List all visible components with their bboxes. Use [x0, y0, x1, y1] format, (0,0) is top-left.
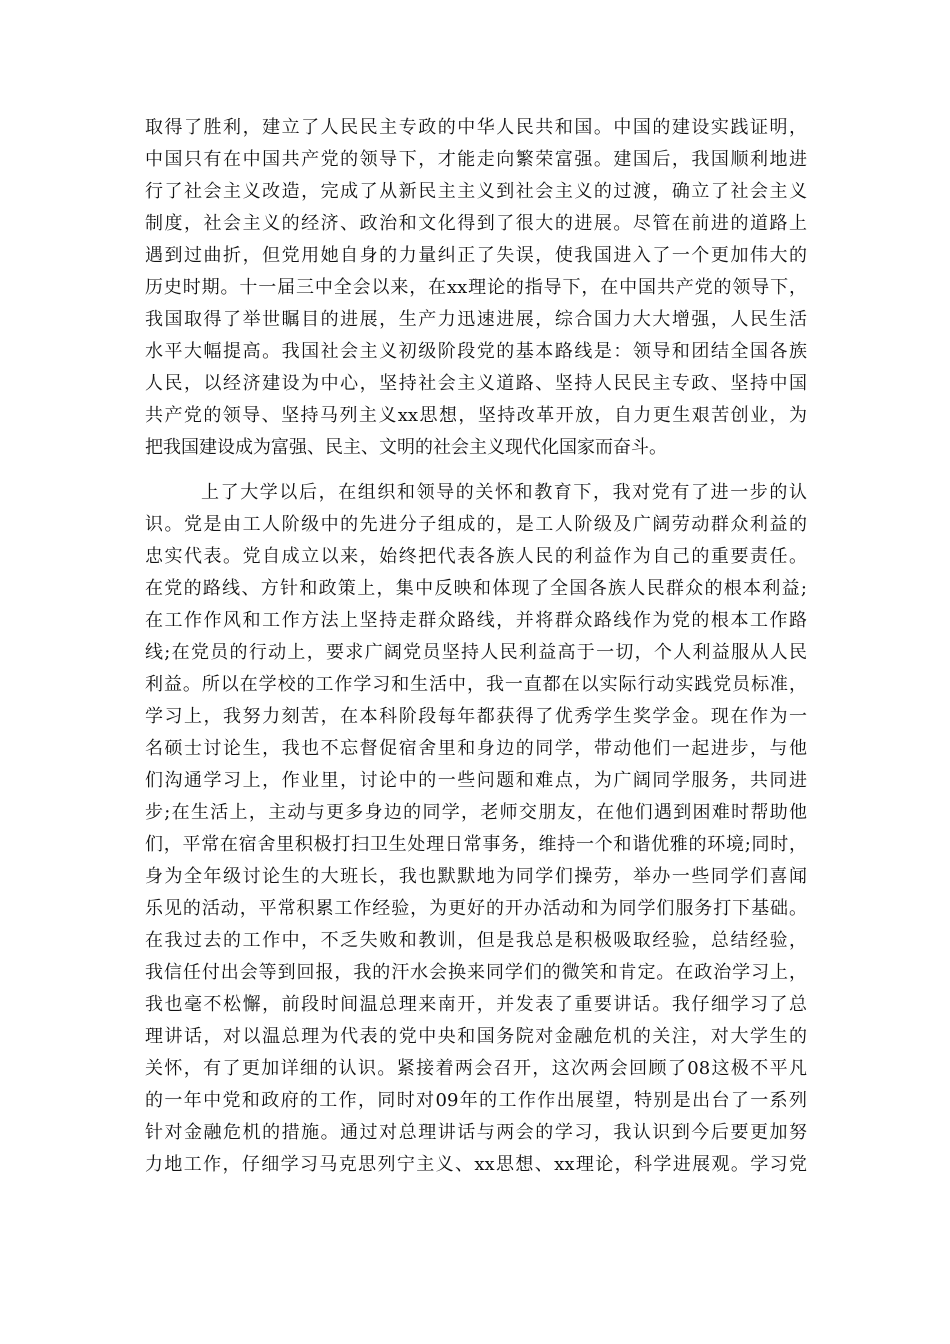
text-line: 身为全年级讨论生的大班长，我也默默地为同学们操劳，举办一些同学们喜闻 [145, 866, 807, 887]
text-line: 识。党是由工人阶级中的先进分子组成的，是工人阶级及广阔劳动群众利益的 [145, 514, 807, 535]
paragraph-2 [145, 477, 807, 1181]
text-line: 制度，社会主义的经济、政治和文化得到了很大的进展。尽管在前进的道路上 [145, 213, 807, 234]
text-line: 我国取得了举世瞩目的进展，生产力迅速进展，综合国力大大增强，人民生活 [145, 309, 807, 330]
text-line: 在我过去的工作中，不乏失败和教训，但是我总是积极吸取经验，总结经验， [145, 930, 807, 951]
text-line: 共产党的领导、坚持马列主义xx思想，坚持改革开放，自力更生艰苦创业，为 [145, 405, 807, 426]
text-line: 在党的路线、方针和政策上，集中反映和体现了全国各族人民群众的根本利益; [145, 578, 807, 599]
document-page [145, 112, 807, 1181]
text-line: 乐见的活动，平常积累工作经验，为更好的开办活动和为同学们服务打下基础。 [145, 898, 807, 919]
text-line: 在工作作风和工作方法上坚持走群众路线，并将群众路线作为党的根本工作路 [145, 610, 807, 631]
text-line: 力地工作，仔细学习马克思列宁主义、xx思想、xx理论，科学进展观。学习党 [145, 1154, 807, 1175]
text-line: 步;在生活上，主动与更多身边的同学，老师交朋友，在他们遇到困难时帮助他 [145, 802, 807, 823]
text-line: 名硕士讨论生，我也不忘督促宿舍里和身边的同学，带动他们一起进步，与他 [145, 738, 807, 759]
text-line: 线;在党员的行动上，要求广阔党员坚持人民利益高于一切，个人利益服从人民 [145, 642, 807, 663]
text-line: 我也毫不松懈，前段时间温总理来南开，并发表了重要讲话。我仔细学习了总 [145, 994, 807, 1015]
text-line: 的一年中党和政府的工作，同时对09年的工作作出展望，特别是出台了一系列 [145, 1090, 807, 1111]
text-line: 行了社会主义改造，完成了从新民主主义到社会主义的过渡，确立了社会主义 [145, 181, 807, 202]
text-line: 取得了胜利，建立了人民民主专政的中华人民共和国。中国的建设实践证明， [145, 117, 807, 138]
text-line: 我信任付出会等到回报，我的汗水会换来同学们的微笑和肯定。在政治学习上， [145, 962, 807, 983]
text-line: 学习上，我努力刻苦，在本科阶段每年都获得了优秀学生奖学金。现在作为一 [145, 706, 807, 727]
text-line: 们沟通学习上，作业里，讨论中的一些问题和难点，为广阔同学服务，共同进 [145, 770, 807, 791]
paragraph-1 [145, 112, 807, 464]
text-line: 们，平常在宿舍里积极打扫卫生处理日常事务，维持一个和谐优雅的环境;同时， [145, 834, 807, 855]
text-line: 忠实代表。党自成立以来，始终把代表各族人民的利益作为自己的重要责任。 [145, 546, 807, 567]
text-line: 利益。所以在学校的工作学习和生活中，我一直都在以实际行动实践党员标准， [145, 674, 807, 695]
text-line: 人民，以经济建设为中心，坚持社会主义道路、坚持人民民主专政、坚持中国 [145, 373, 807, 394]
text-line: 遇到过曲折，但党用她自身的力量纠正了失误，使我国进入了一个更加伟大的 [145, 245, 807, 266]
text-line: 水平大幅提高。我国社会主义初级阶段党的基本路线是：领导和团结全国各族 [145, 341, 807, 362]
text-line: 关怀，有了更加详细的认识。紧接着两会召开，这次两会回顾了08这极不平凡 [145, 1058, 807, 1079]
text-line: 中国只有在中国共产党的领导下，才能走向繁荣富强。建国后，我国顺利地进 [145, 149, 807, 170]
text-line: 上了大学以后，在组织和领导的关怀和教育下，我对党有了进一步的认 [201, 482, 807, 503]
text-line: 历史时期。十一届三中全会以来，在xx理论的指导下，在中国共产党的领导下， [145, 277, 807, 298]
text-line: 针对金融危机的措施。通过对总理讲话与两会的学习，我认识到今后要更加努 [145, 1122, 807, 1143]
text-line: 把我国建设成为富强、民主、文明的社会主义现代化国家而奋斗。 [145, 437, 667, 458]
text-line: 理讲话，对以温总理为代表的党中央和国务院对金融危机的关注，对大学生的 [145, 1026, 807, 1047]
